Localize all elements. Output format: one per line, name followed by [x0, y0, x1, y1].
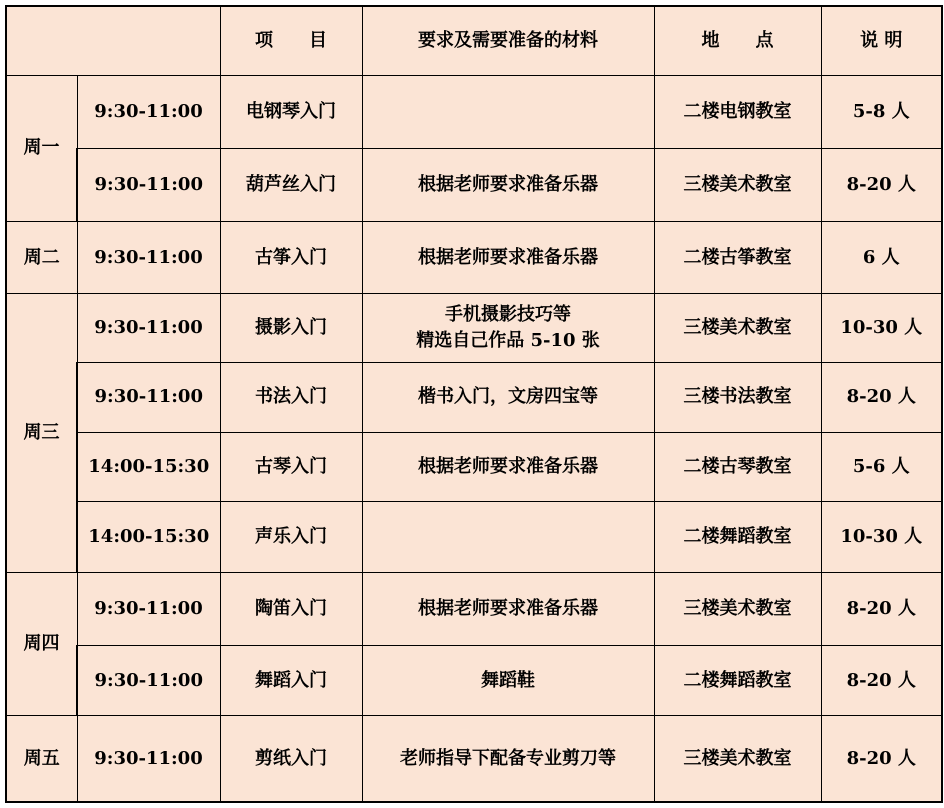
- time-cell: 9:30-11:00: [77, 222, 220, 294]
- materials-line: 舞蹈鞋: [481, 669, 535, 691]
- note-cell: 10-30 人: [821, 294, 942, 363]
- location-cell: 三楼美术教室: [654, 148, 821, 221]
- location-cell: 二楼古筝教室: [654, 222, 821, 294]
- time-cell: 14:00-15:30: [77, 501, 220, 572]
- note-cell: 8-20 人: [821, 646, 942, 716]
- schedule-table: [5, 5, 943, 803]
- table-row: [6, 432, 942, 501]
- item-cell: 舞蹈入门: [220, 646, 362, 716]
- time-cell: 9:30-11:00: [77, 646, 220, 716]
- day-cell: 周五: [6, 716, 77, 802]
- materials-line: 手机摄影技巧等: [445, 304, 571, 326]
- header-row: [6, 6, 942, 75]
- note-cell: 5-8 人: [821, 75, 942, 148]
- materials-line: 精选自己作品 5-10 张: [416, 330, 600, 352]
- table-row: [6, 501, 942, 572]
- note-cell: 6 人: [821, 222, 942, 294]
- table-row: [6, 148, 942, 221]
- item-cell: 古筝入门: [220, 222, 362, 294]
- table-row: [6, 222, 942, 294]
- time-cell: 9:30-11:00: [77, 294, 220, 363]
- location-cell: 二楼电钢教室: [654, 75, 821, 148]
- materials-line: 根据老师要求准备乐器: [418, 455, 598, 477]
- day-cell: 周四: [6, 572, 77, 715]
- item-cell: 葫芦丝入门: [220, 148, 362, 221]
- schedule-table-body: [6, 6, 942, 802]
- materials-cell: [362, 432, 654, 501]
- time-cell: 9:30-11:00: [77, 363, 220, 432]
- materials-cell: [362, 222, 654, 294]
- note-cell: 10-30 人: [821, 501, 942, 572]
- location-cell: 三楼美术教室: [654, 716, 821, 802]
- day-cell: 周一: [6, 75, 77, 221]
- materials-cell: [362, 363, 654, 432]
- time-cell: 9:30-11:00: [77, 572, 220, 645]
- location-cell: 三楼美术教室: [654, 294, 821, 363]
- header-item: 项 目: [220, 6, 362, 75]
- materials-line: 老师指导下配备专业剪刀等: [400, 747, 616, 769]
- location-cell: 二楼舞蹈教室: [654, 646, 821, 716]
- location-cell: 三楼美术教室: [654, 572, 821, 645]
- header-note: 说 明: [821, 6, 942, 75]
- note-cell: 8-20 人: [821, 572, 942, 645]
- header-corner-cell: [6, 6, 220, 75]
- materials-cell: [362, 646, 654, 716]
- table-row: [6, 75, 942, 148]
- day-cell: 周二: [6, 222, 77, 294]
- item-cell: 陶笛入门: [220, 572, 362, 645]
- note-cell: 8-20 人: [821, 148, 942, 221]
- time-cell: 14:00-15:30: [77, 432, 220, 501]
- materials-cell: [362, 294, 654, 363]
- note-cell: 8-20 人: [821, 363, 942, 432]
- materials-cell: [362, 148, 654, 221]
- materials-line: 根据老师要求准备乐器: [418, 597, 598, 619]
- header-location: 地 点: [654, 6, 821, 75]
- table-row: [6, 363, 942, 432]
- item-cell: 古琴入门: [220, 432, 362, 501]
- item-cell: 剪纸入门: [220, 716, 362, 802]
- note-cell: 8-20 人: [821, 716, 942, 802]
- item-cell: 摄影入门: [220, 294, 362, 363]
- note-cell: 5-6 人: [821, 432, 942, 501]
- materials-cell: [362, 572, 654, 645]
- materials-cell: [362, 75, 654, 148]
- materials-line: 根据老师要求准备乐器: [418, 246, 598, 268]
- time-cell: 9:30-11:00: [77, 75, 220, 148]
- materials-cell: [362, 716, 654, 802]
- time-cell: 9:30-11:00: [77, 148, 220, 221]
- item-cell: 电钢琴入门: [220, 75, 362, 148]
- time-cell: 9:30-11:00: [77, 716, 220, 802]
- table-row: [6, 646, 942, 716]
- day-cell: 周三: [6, 294, 77, 573]
- materials-line: 楷书入门，文房四宝等: [418, 386, 598, 408]
- table-row: [6, 572, 942, 645]
- materials-cell: [362, 501, 654, 572]
- table-row: [6, 716, 942, 802]
- table-row: [6, 294, 942, 363]
- location-cell: 二楼古琴教室: [654, 432, 821, 501]
- location-cell: 二楼舞蹈教室: [654, 501, 821, 572]
- location-cell: 三楼书法教室: [654, 363, 821, 432]
- item-cell: 书法入门: [220, 363, 362, 432]
- materials-line: 根据老师要求准备乐器: [418, 173, 598, 195]
- item-cell: 声乐入门: [220, 501, 362, 572]
- header-materials: 要求及需要准备的材料: [362, 6, 654, 75]
